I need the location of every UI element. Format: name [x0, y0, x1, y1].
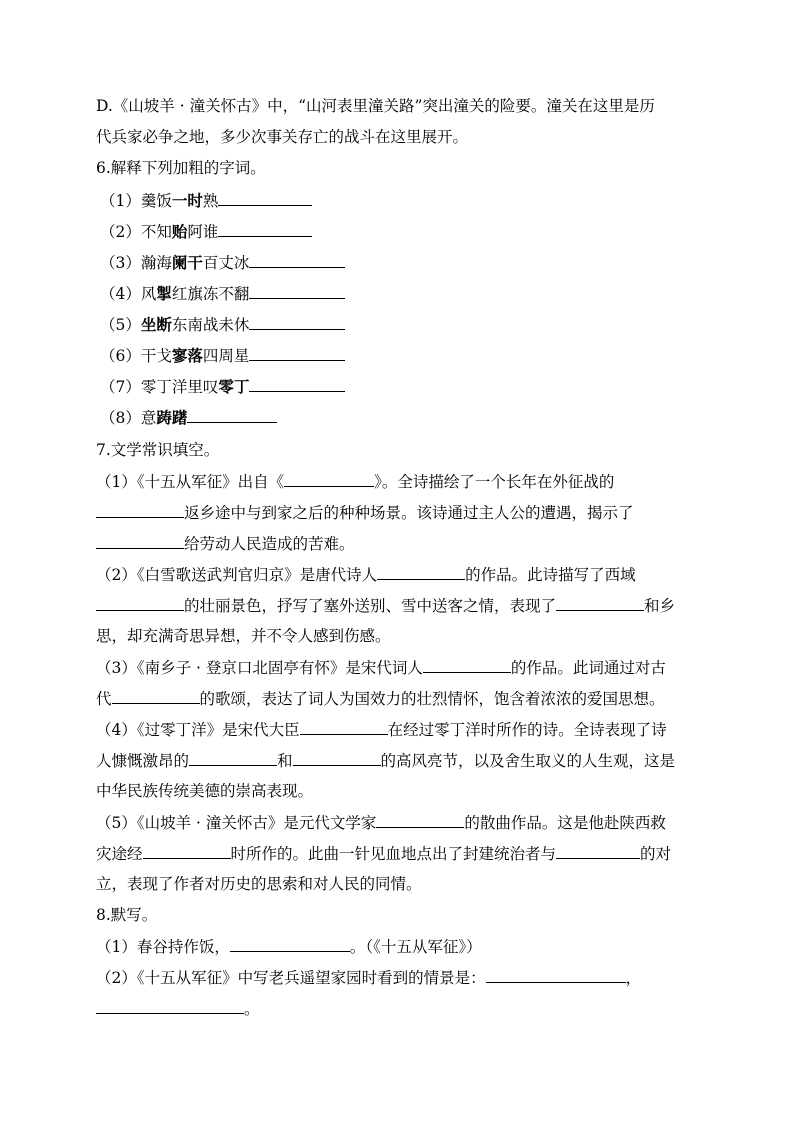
q6-item-number: （1）	[100, 192, 141, 210]
q6-item-text: 不知	[140, 223, 172, 241]
answer-blank[interactable]	[249, 252, 345, 268]
q6-item-text: 红旗冻不翻	[171, 285, 250, 303]
answer-blank[interactable]	[187, 407, 277, 423]
answer-blank[interactable]	[96, 533, 184, 549]
answer-blank[interactable]	[230, 936, 350, 952]
q6-item-bold-word: 阑干	[171, 253, 203, 272]
q6-item-bold-word: 坐断	[140, 315, 172, 334]
q6-item-text: 瀚海	[140, 254, 172, 272]
answer-blank[interactable]	[112, 688, 200, 704]
answer-blank[interactable]	[143, 843, 231, 859]
q8-title-text: 8.默写。	[96, 906, 158, 924]
q6-item-text: 意	[140, 409, 157, 427]
q6-item-text: 熟	[202, 192, 219, 210]
q6-item-number: （7）	[100, 378, 141, 396]
answer-blank[interactable]	[293, 750, 381, 766]
q6-item-number: （3）	[100, 254, 141, 272]
q7-title-text: 7.文学常识填空。	[96, 441, 220, 459]
answer-blank[interactable]	[377, 564, 465, 580]
answer-blank[interactable]	[486, 967, 626, 983]
q5d-line1: D.《山坡羊 · 潼关怀古》中，“山河表里潼关路”突出潼关的险要。潼关在这里是历	[96, 97, 655, 115]
q6-item-text: 阿谁	[187, 223, 219, 241]
q6-item-bold-word: 踌躇	[156, 408, 188, 427]
q6-item-text: 羹饭	[140, 192, 172, 210]
q6-item-bold-word: 掣	[156, 284, 172, 303]
q6-item-text: 风	[140, 285, 157, 303]
answer-blank[interactable]	[284, 471, 374, 487]
answer-blank[interactable]	[300, 719, 388, 735]
q6-item-text: 四周星	[202, 347, 250, 365]
answer-blank[interactable]	[96, 998, 244, 1014]
q6-item-number: （8）	[100, 409, 141, 427]
q5d-line2: 代兵家必争之地，多少次事关存亡的战斗在这里展开。	[96, 128, 469, 146]
answer-blank[interactable]	[96, 595, 184, 611]
q6-item-text: 零丁洋里叹	[140, 378, 219, 396]
answer-blank[interactable]	[249, 314, 345, 330]
q6-item-bold-word: 寥落	[171, 346, 203, 365]
q6-item-text: 干戈	[140, 347, 172, 365]
answer-blank[interactable]	[218, 190, 312, 206]
answer-blank[interactable]	[376, 812, 464, 828]
answer-blank[interactable]	[189, 750, 277, 766]
answer-blank[interactable]	[423, 657, 511, 673]
q6-item-number: （2）	[100, 223, 141, 241]
q6-item-bold-word: 一时	[171, 191, 203, 210]
answer-blank[interactable]	[556, 595, 644, 611]
q6-item-number: （4）	[100, 285, 141, 303]
answer-blank[interactable]	[96, 502, 184, 518]
q6-item-bold-word: 零丁	[218, 377, 250, 396]
q6-item-text: 东南战未休	[171, 316, 250, 334]
answer-blank[interactable]	[218, 221, 312, 237]
q7-1-text-a: （1）《十五从军征》出自《 》。全诗描绘了一个长年在外征战的	[96, 473, 615, 491]
q6-item-bold-word: 贻	[171, 222, 188, 241]
answer-blank[interactable]	[249, 376, 345, 392]
q6-item-number: （5）	[100, 316, 141, 334]
q6-title-text: 6.解释下列加粗的字词。	[96, 159, 266, 177]
answer-blank[interactable]	[249, 345, 345, 361]
q6-item-text: 百丈冰	[202, 254, 250, 272]
q6-item-number: （6）	[100, 347, 141, 365]
answer-blank[interactable]	[249, 283, 345, 299]
answer-blank[interactable]	[556, 843, 640, 859]
